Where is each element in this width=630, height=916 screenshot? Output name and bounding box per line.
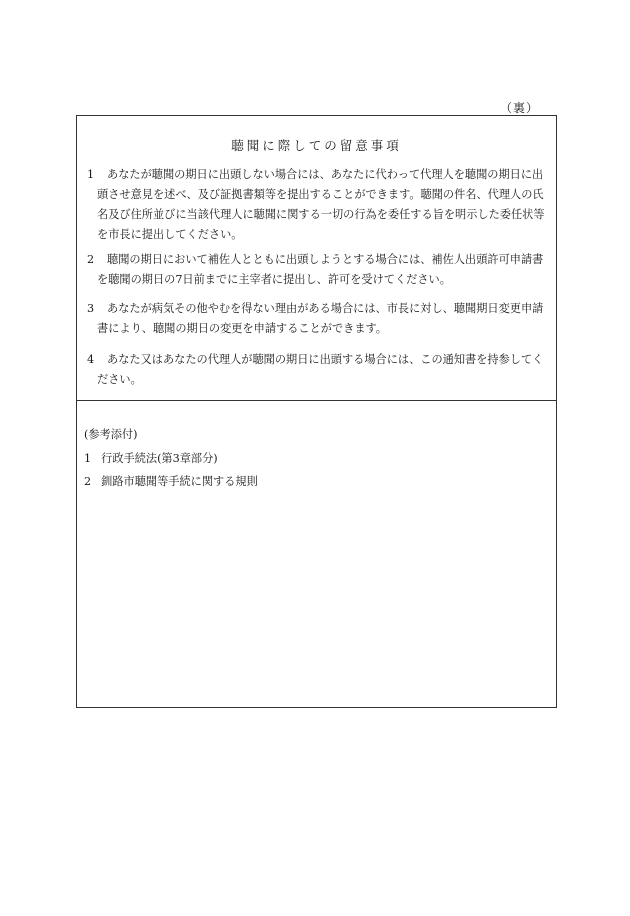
notice-item-number: 4 [87, 353, 95, 366]
notice-item-number: 2 [87, 253, 95, 266]
reference-heading: (参考添付) [84, 428, 138, 441]
reference-item-2 [84, 473, 258, 489]
notice-item-number: 1 [87, 168, 95, 181]
reference-item-1 [84, 450, 218, 466]
notice-title: 聴聞に際しての留意事項 [231, 138, 402, 153]
document-frame [76, 115, 557, 708]
reference-item-number: 2 [84, 475, 92, 488]
reference-item-text: 釧路市聴聞等手続に関する規則 [101, 475, 258, 488]
notice-item-text: あなたが病気その他やむを得ない理由がある場合には、市長に対し、聴聞期日変更申請書により、聴聞の期日の変更を申請することができます。 [97, 302, 544, 335]
notice-item-2 [87, 250, 549, 290]
notice-item-text: あなた又はあなたの代理人が聴聞の期日に出頭する場合には、この通知書を持参してください。 [97, 353, 544, 386]
notice-item-text: あなたが聴聞の期日に出頭しない場合には、あなたに代わって代理人を聴聞の期日に出頭させ意見を述べ、及び証拠書類等を提出することができます。聴聞の件名、代理人の氏名及び住所並びに当該代理人に聴聞に関する一切の行為を委任する旨を明示した委任状等を市長に提出してください。 [97, 168, 545, 241]
page-side-mark: （裏） [500, 101, 540, 115]
reference-item-number: 1 [84, 452, 92, 465]
notice-item-1 [87, 165, 549, 245]
notice-item-text: 聴聞の期日において補佐人とともに出頭しようとする場合には、補佐人出頭許可申請書を聴聞の期日の7日前までに主宰者に提出し、許可を受けてください。 [97, 253, 544, 286]
notice-section [77, 116, 556, 401]
notice-item-4 [87, 350, 549, 390]
notice-item-number: 3 [87, 302, 95, 315]
reference-item-text: 行政手続法(第3章部分) [101, 452, 218, 465]
notice-item-3 [87, 299, 549, 339]
